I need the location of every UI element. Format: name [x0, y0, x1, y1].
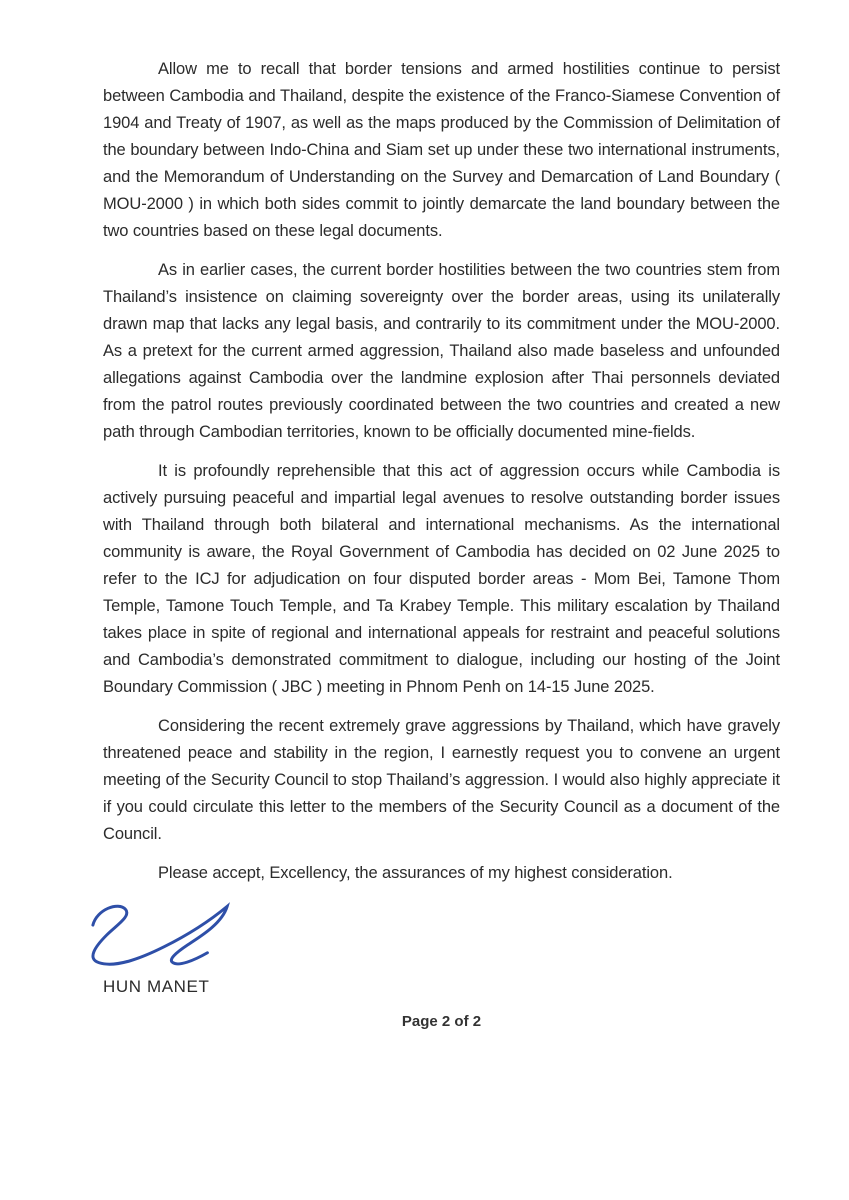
letter-body — [103, 56, 780, 887]
paragraph-border-tensions: Allow me to recall that border tensions and armed hostilities continue to persist between Cambodia and Thailand, despite the existence of the Franco-Siamese Convention of 1904 and Treaty of 1907, as well as the maps produced by the Commission of Delimitation of the boundary between Indo-China and Siam set up under these two international instruments, and the Memorandum of Understanding on the Survey and Demarcation of Land Boundary ( MOU-2000 ) in which both sides commit to jointly demarcate the land boundary between the two countries based on these legal documents. — [103, 60, 780, 240]
paragraph-reprehensible-act: It is profoundly reprehensible that this act of aggression occurs while Cambodia is actively pursuing peaceful and impartial legal avenues to resolve outstanding border issues with Thailand through both bilateral and international mechanisms. As the international community is aware, the Royal Government of Cambodia has decided on 02 June 2025 to refer to the ICJ for adjudication on four disputed border areas - Mom Bei, Tamone Thom Temple, Tamone Touch Temple, and Ta Krabey Temple. This military escalation by Thailand takes place in spite of regional and international appeals for restraint and peaceful solutions and Cambodia’s demonstrated commitment to dialogue, including our hosting of the Joint Boundary Commission ( JBC ) meeting in Phnom Penh on 14-15 June 2025. — [103, 462, 780, 696]
page-footer — [103, 1013, 780, 1030]
footer-label-of: of — [454, 1013, 469, 1030]
handwritten-signature — [83, 899, 241, 969]
footer-page-number: 2 — [441, 1013, 451, 1030]
signature-stroke — [93, 906, 227, 964]
paragraph-request-meeting: Considering the recent extremely grave aggressions by Thailand, which have gravely threatened peace and stability in the region, I earnestly request you to convene an urgent meeting of the Security Council to stop Thailand’s aggression. I would also highly appreciate it if you could circulate this letter to the members of the Security Council as a document of the Council. — [103, 717, 780, 843]
signature-block — [83, 899, 780, 997]
paragraph-earlier-cases: As in earlier cases, the current border hostilities between the two countries stem from Thailand’s insistence on claiming sovereignty over the border areas, using its unilaterally drawn map that lacks any legal basis, and contrarily to its commitment under the MOU-2000. As a pretext for the current armed aggression, Thailand also made baseless and unfounded allegations against Cambodia over the landmine explosion after Thai personnels deviated from the patrol routes previously coordinated between the two countries and created a new path through Cambodian territories, known to be officially documented mine-fields. — [103, 261, 780, 441]
footer-label-page: Page — [401, 1013, 438, 1030]
signatory-name: HUN MANET — [103, 977, 210, 996]
paragraph-closing-courtesy: Please accept, Excellency, the assurances of my highest consideration. — [158, 864, 673, 882]
footer-total-pages: 2 — [472, 1013, 482, 1030]
